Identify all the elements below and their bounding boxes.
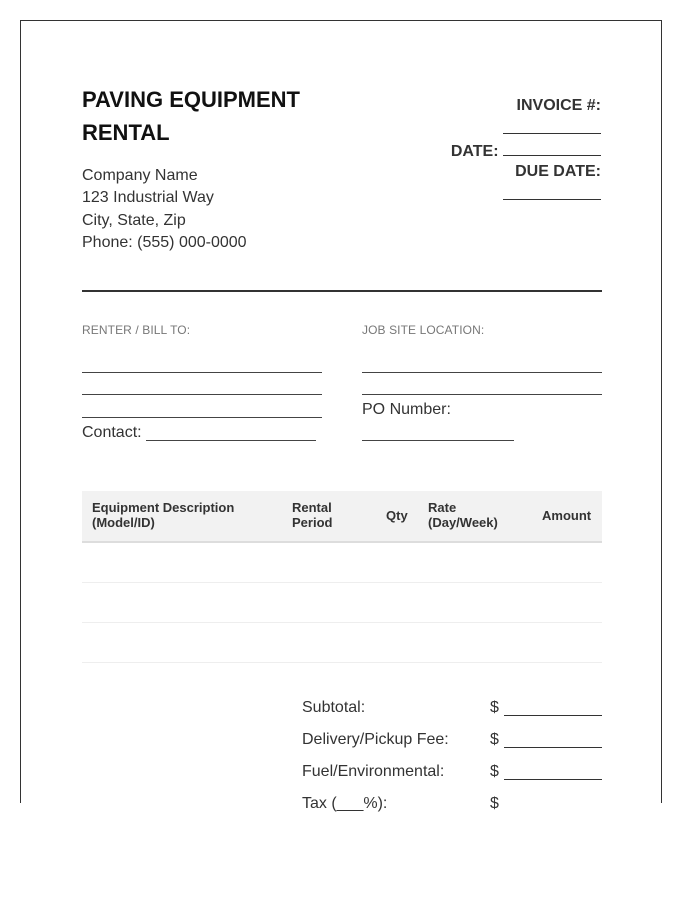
po-number-field[interactable] [362,440,514,441]
job-site-line-2[interactable] [362,394,602,395]
job-site-line-1[interactable] [362,372,602,373]
company-city: City, State, Zip [82,211,186,229]
invoice-number-label: INVOICE #: [516,97,601,114]
fuel-environmental-currency: $ [490,763,499,780]
invoice-number-field[interactable] [503,119,601,134]
subtotal-field[interactable] [504,715,602,716]
po-number-label: PO Number: [362,401,451,418]
delivery-fee-label: Delivery/Pickup Fee: [302,731,449,748]
company-info [82,165,247,255]
col-equipment-description: Equipment Description (Model/ID) [92,500,235,530]
table-header [82,491,602,543]
subtotal-currency: $ [490,699,499,716]
contact-field[interactable] [146,440,316,441]
col-amount: Amount [542,508,592,523]
header-divider [82,290,602,292]
subtotal-label: Subtotal: [302,699,366,716]
fuel-environmental-label: Fuel/Environmental: [302,763,445,780]
document-title: PAVING EQUIPMENT RENTAL [82,87,300,145]
bill-to-line-2[interactable] [82,394,322,395]
contact-label: Contact: [82,424,142,441]
tax-currency: $ [490,795,499,812]
col-qty: Qty [386,508,408,523]
date-field[interactable] [503,141,601,156]
due-date-label: DUE DATE: [515,163,601,180]
table-row[interactable] [82,623,602,663]
company-name: Company Name [82,167,198,184]
company-address: 123 Industrial Way [82,189,214,207]
invoice-meta [451,97,601,207]
date-label: DATE: [450,143,499,160]
bill-to-label: RENTER / BILL TO: [82,323,191,337]
col-rate: Rate (Day/Week) [428,500,498,530]
due-date-field[interactable] [503,185,601,200]
company-phone: Phone: (555) 000-0000 [82,234,247,252]
table-row[interactable] [82,583,602,623]
bill-to-line-3[interactable] [82,417,322,418]
table-row[interactable] [82,543,602,583]
fuel-environmental-field[interactable] [504,779,602,780]
tax-label: Tax (___%): [302,795,388,812]
delivery-fee-field[interactable] [504,747,602,748]
invoice-page [20,20,662,812]
bill-to-line-1[interactable] [82,372,322,373]
delivery-fee-currency: $ [490,731,499,748]
col-rental-period: Rental Period [292,500,333,530]
job-site-label: JOB SITE LOCATION: [362,323,485,337]
